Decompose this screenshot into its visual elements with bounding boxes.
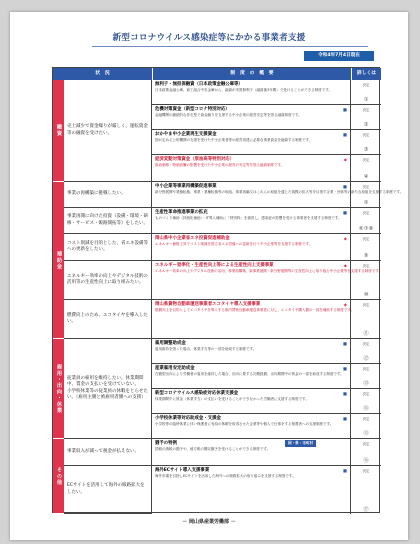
program-row[interactable] [152, 261, 381, 300]
page-cell [351, 80, 381, 104]
situation-cell: 燃費向上のため、エコタイヤを導入したい。 [64, 300, 152, 339]
header-system: 制 度 の 概 要 [153, 68, 351, 80]
program-desc: 燃費向上を目的としてエコタイヤを導入する県内貨物自動車運送事業者に対し、エコタイヤ購入費の一部を補助する制度です。 [155, 308, 355, 312]
status-label: 決定 [362, 469, 370, 473]
status-label: 決定 [362, 367, 370, 371]
program-name[interactable]: おかやま中小企業再生支援資金 [155, 132, 217, 137]
page-ref[interactable]: ⑮ [363, 431, 369, 437]
page-ref[interactable]: ① [363, 97, 369, 103]
page-cell [351, 105, 381, 129]
date-badge: 令和4年7月4日現在 [304, 51, 374, 61]
program-cell [152, 364, 351, 388]
program-desc: ものづくり補助（持続化補助）・IT導入補助に「特別枠」を創設し、感染症の影響を受ける事業者を支援する制度です。 [155, 216, 342, 220]
program-desc: 在籍型出向により労働者の雇用を維持した場合、出向に要する初期経費、出向期間中の賃金の一部を助成する制度です。 [155, 372, 344, 376]
situation-cell: コスト削減を目的とした、省エネ設備等への更新をしたい。 [64, 234, 152, 261]
status-label: 決定 [362, 158, 370, 162]
status-label: 決定 [362, 392, 370, 396]
program-desc: 日本政策金融公庫、商工組合中央金庫から、融資が実質無利子（融資後3年間）で受けることができる制度です。 [155, 88, 332, 92]
page-ref[interactable]: ⑪ [363, 331, 369, 337]
program-cell [152, 155, 351, 181]
info-marker-icon: ■ [343, 468, 347, 473]
category-label: その他 [56, 466, 62, 486]
program-cell [152, 208, 351, 233]
page-cell [351, 208, 381, 233]
jurisdiction-badge: 国・県・市町村 [285, 440, 316, 447]
program-row[interactable] [152, 182, 404, 208]
program-name[interactable]: 産業雇用安定助成金 [155, 366, 195, 371]
situation-cell: エネルギー効率の向上やデジタル技術の活用等の生産性向上に取り組みたい。 [64, 261, 152, 300]
program-cell [152, 234, 351, 260]
info-marker-icon: ■ [343, 366, 347, 371]
program-name[interactable]: 小学校休業等対応助成金・支援金 [155, 416, 221, 421]
program-desc: 小学校等の臨時休業に伴い保護者に有給の休暇を取得させた企業等や個人で仕事をする保護者への支援制度です。 [155, 422, 334, 426]
page-cell [351, 339, 381, 363]
situation-cell: 事業収入が減って税金が払えない。 [64, 439, 152, 466]
info-marker-icon: ■ [343, 391, 347, 396]
program-desc: 海外市場を目指しECサイトを活用した海外への販路拡大の取り組みを支援する制度です。 [155, 474, 296, 478]
program-row[interactable] [152, 130, 381, 155]
status-label: 決定 [362, 211, 370, 215]
new-marker-icon: ◆ [343, 263, 347, 268]
program-row[interactable] [152, 155, 381, 182]
page-ref[interactable]: ② [363, 122, 369, 128]
category-loans [53, 80, 64, 182]
situation-cell: ECサイトを活用して海外の販路拡大をしたい。 [64, 466, 152, 514]
situation-cell: 売上減少で資金繰りが厳しく、運転資金等の融資を受けたい。 [64, 80, 152, 182]
page-cell [351, 182, 381, 207]
program-name[interactable]: 無利子・無担保融資（日本政策金融公庫等） [155, 82, 243, 87]
program-desc: 雇用維持を図った場合、休業手当等の一部を助成する制度です。 [155, 347, 257, 351]
program-row[interactable] [152, 364, 381, 389]
category-label: 融資 [56, 124, 62, 137]
program-row[interactable] [152, 389, 381, 414]
page-ref[interactable]: ⑭ [363, 406, 369, 412]
status-label: 決定 [362, 108, 370, 112]
program-cell [152, 105, 351, 129]
page-cell [351, 364, 381, 388]
program-desc: 金融機関の継続的な伴走型で資金繰りを支援する中小企業の経営安定等を図る融資制度です。 [155, 113, 302, 117]
program-name[interactable]: 経済変動対策資金（原油高等特別対応） [155, 157, 235, 162]
program-name[interactable]: 岡山県中小企業省エネ投資促進補助金 [155, 236, 230, 241]
program-cell [152, 466, 351, 514]
program-name[interactable]: エネルギー効率化・生産性向上等による生産性向上支援事業 [155, 263, 274, 268]
program-name[interactable]: 海外ECサイト導入支援事業 [155, 468, 210, 473]
program-desc: 国税の納税の猶予や、地方税の徴収猶予を受けることができる制度です。 [155, 447, 271, 451]
program-row[interactable] [152, 208, 381, 234]
program-desc: エネルギー効率の向上やデジタル技術の活用、事業再構築、新事業展開・新分野展開等の生産性向上に取り組む中小企業等を支援する制度です。 [155, 269, 383, 273]
page-ref[interactable]: ⑫ [363, 356, 369, 362]
info-marker-icon: ■ [343, 132, 347, 137]
program-name[interactable]: 中小企業等事業再構築促進事業 [155, 184, 217, 189]
program-desc: 国が定める公的機関の支援を受けた中小企業者等の経営再建に必要な事業資金を融資する制度です。 [155, 138, 313, 142]
new-marker-icon: ◆ [343, 236, 347, 241]
title-underline [92, 46, 368, 47]
program-desc: エネルギー価格上昇でコスト削減を図る省エネ設備への更新を行う中小企業等を支援する制度です。 [155, 242, 313, 246]
program-cell [152, 130, 351, 154]
status-label: 決定 [362, 342, 370, 346]
page-cell [351, 300, 381, 338]
status-label: 決定 [362, 264, 370, 268]
header-pages: 詳しくは [352, 68, 381, 80]
page-cell [351, 155, 381, 181]
page-ref[interactable]: ③ [363, 147, 369, 153]
situation-cell: 従業員の雇用を維持したい。休業期間中、賃金の支払いを受けていない。 小学校休業等の従業員の休暇をとらせたい。（雇用主側と被雇用者側への支援） [64, 339, 152, 439]
status-label: 決定 [362, 417, 370, 421]
info-marker-icon: ■ [343, 416, 347, 421]
situation-cell: 事業再開に向けた投資（設備・環境・研修・サービス・販路開拓等）をしたい。 [64, 208, 152, 234]
page-cell [351, 234, 381, 260]
status-label: 決定 [362, 442, 370, 446]
page-ref[interactable]: ⑤ [363, 200, 369, 206]
program-cell [152, 439, 351, 465]
program-desc: 新分野展開や業態転換、事業・業種転換等の取組、事業再編又はこれらの取組を通じた規模の拡大等を目指す企業・団体等の新たな取組を支援する制度です。 [155, 190, 404, 194]
new-marker-icon: ◆ [343, 302, 347, 307]
page-cell [351, 439, 381, 465]
program-row[interactable] [152, 339, 381, 364]
program-name[interactable]: 新型コロナウイルス感染症対応休業支援金 [155, 391, 239, 396]
category-employment [53, 339, 64, 439]
program-cell [152, 414, 351, 438]
header-situation: 状 況 [53, 68, 152, 80]
new-marker-icon: ◆ [343, 157, 347, 162]
program-cell [152, 389, 351, 413]
status-label: 決定 [362, 185, 370, 189]
situation-cell: 事業の再構築に挑戦したい。 [64, 182, 152, 208]
program-name[interactable]: 猶予の特例 [155, 441, 177, 446]
page-ref[interactable]: ⑬ [363, 381, 369, 387]
page-cell [351, 389, 381, 413]
page-ref[interactable]: ⑥⑦⑧ [358, 226, 374, 232]
program-name[interactable]: 岡山県貨物自動車運送事業者エコタイヤ導入支援事業 [155, 302, 261, 307]
program-row[interactable] [152, 466, 381, 514]
program-cell [152, 339, 351, 363]
status-label: 決定 [362, 83, 370, 87]
program-name[interactable]: 生産性革命推進事業の拡充 [155, 210, 208, 215]
page-ref[interactable]: ④ [363, 174, 369, 180]
status-label: 決定 [362, 303, 370, 307]
page-ref[interactable]: ⑩ [363, 292, 369, 298]
footer-department: － 岡山県産業労働部 － [182, 519, 236, 525]
program-row[interactable] [152, 105, 381, 130]
page-ref[interactable]: ⑯ [363, 458, 369, 464]
info-marker-icon: ■ [343, 107, 347, 112]
page-title: 新型コロナウイルス感染症等にかかる事業者支援 [112, 33, 306, 43]
program-row[interactable] [152, 80, 381, 105]
program-row[interactable] [152, 414, 381, 439]
program-cell [152, 80, 351, 104]
program-desc: 休業期間中に賃金（休業手当）の支払いを受けることができなかった労働者に支援する制度です。 [155, 397, 309, 401]
status-label: 決定 [362, 133, 370, 137]
page-cell [351, 466, 381, 514]
status-label: 決定 [362, 237, 370, 241]
page-cell [351, 261, 381, 299]
program-desc: 原油価格・物価高騰の影響を受けた中小企業の経営の安定等を図る融資制度です。 [155, 163, 285, 167]
page-cell [351, 130, 381, 154]
support-table [52, 67, 404, 513]
info-marker-icon: ■ [343, 184, 347, 189]
program-name[interactable]: 雇用調整助成金 [155, 341, 186, 346]
category-other [53, 439, 64, 514]
program-row[interactable] [152, 439, 381, 466]
category-subsidies [53, 182, 64, 339]
program-cell [152, 300, 355, 338]
program-row[interactable] [152, 300, 381, 339]
info-marker-icon: ■ [343, 210, 347, 215]
page-ref[interactable]: ⑨ [363, 253, 369, 259]
category-label: 補助金 [56, 250, 62, 270]
category-label: 雇用・出向・休業 [56, 363, 62, 414]
document-page [10, 12, 408, 540]
page-ref[interactable]: ⑰ [363, 507, 369, 513]
info-marker-icon: ■ [343, 341, 347, 346]
program-name[interactable]: 危機対策資金（新型コロナ特別対応） [155, 107, 230, 112]
page-cell [351, 414, 381, 438]
program-row[interactable] [152, 234, 381, 261]
